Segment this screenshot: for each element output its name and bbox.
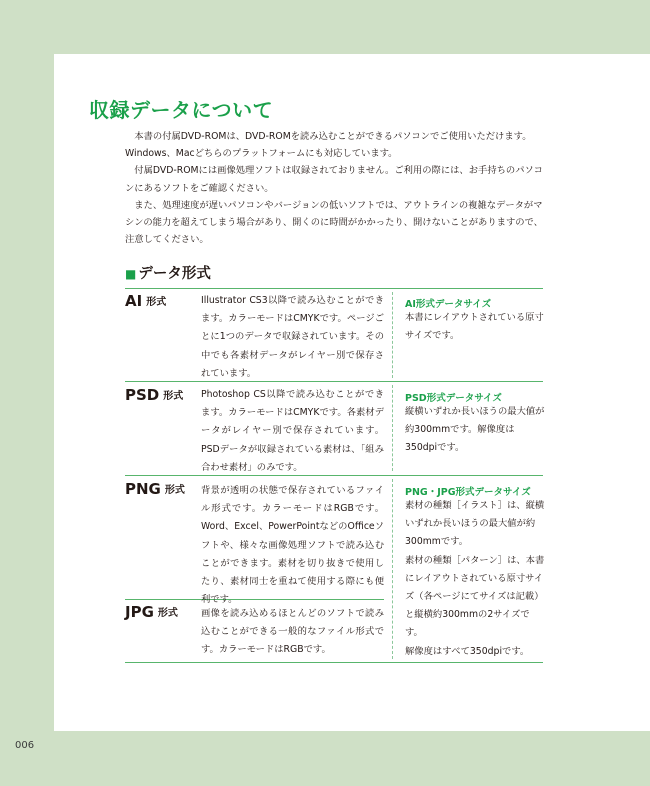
size-heading-psd: PSD形式データサイズ bbox=[405, 393, 502, 404]
section-heading-label: データ形式 bbox=[138, 266, 211, 282]
intro-text bbox=[125, 128, 547, 248]
format-name-png: PNG 形式 bbox=[125, 480, 185, 498]
table-rule-bottom bbox=[125, 662, 543, 663]
size-heading-ai: AI形式データサイズ bbox=[405, 299, 492, 310]
column-divider bbox=[392, 292, 393, 378]
page-title: 収録データについて bbox=[89, 98, 274, 122]
column-divider bbox=[392, 479, 393, 659]
page-number: 006 bbox=[15, 740, 35, 751]
format-description-ai: Illustrator CS3以降で読み込むことができます。カラーモードはCMYKです。ページごとに1つのデータで収録されています。その中でも各素材データがレイヤー別で保存されています。 bbox=[201, 295, 384, 379]
size-heading-png-jpg: PNG・JPG形式データサイズ bbox=[405, 487, 531, 498]
format-name-jpg: JPG 形式 bbox=[125, 603, 178, 621]
format-name-ai: AI 形式 bbox=[125, 292, 167, 310]
format-description-psd: Photoshop CS以降で読み込むことができます。カラーモードはCMYKです。各素材データがレイヤー別で保存されています。PSDデータが収録されている素材は、「組み合わせ素材」のみです。 bbox=[201, 389, 384, 473]
square-bullet-icon: ■ bbox=[125, 267, 137, 281]
section-heading bbox=[125, 262, 211, 283]
intro-paragraph: 本書の付属DVD-ROMは、DVD-ROMを読み込むことができるパソコンでご使用いただけます。Windows、Macどちらのプラットフォームにも対応しています。 bbox=[125, 131, 532, 160]
column-divider bbox=[392, 385, 393, 471]
size-body-png-jpg: 素材の種類［イラスト］は、縦横いずれか長いほうの最大値が約300mmです。 素材の種類［パターン］は、本書にレイアウトされている原寸サイズ（各ページにてサイズは記載）と縦横約300mmの2サイズです。 解像度はすべて350dpiです。 bbox=[405, 500, 545, 657]
size-body-psd: 縦横いずれか長いほうの最大値が約300mmです。解像度は350dpiです。 bbox=[405, 406, 545, 454]
intro-paragraph: また、処理速度が遅いパソコンやバージョンの低いソフトでは、アウトラインの複雑なデータがマシンの能力を超えてしまう場合があり、開くのに時間がかかったり、開けないことがありますので、注意してください。 bbox=[125, 199, 543, 246]
size-body-ai: 本書にレイアウトされている原寸サイズです。 bbox=[405, 312, 544, 342]
intro-paragraph: 付属DVD-ROMには画像処理ソフトは収録されておりません。ご利用の際には、お手持ちのパソコンにあるソフトをご確認ください。 bbox=[125, 165, 543, 194]
format-description-jpg: 画像を読み込めるほとんどのソフトで読み込むことができる一般的なファイル形式です。カラーモードはRGBです。 bbox=[201, 608, 384, 656]
format-description-png: 背景が透明の状態で保存されているファイル形式です。カラーモードはRGBです。Word、Excel、PowerPointなどのOfficeソフトや、様々な画像処理ソフトで読み込むことができます。素材を切り抜きで使用したり、素材同士を重ねて使用する際にも便利です。 bbox=[201, 485, 384, 606]
table-rule-top bbox=[125, 288, 543, 289]
format-name-psd: PSD 形式 bbox=[125, 386, 184, 404]
